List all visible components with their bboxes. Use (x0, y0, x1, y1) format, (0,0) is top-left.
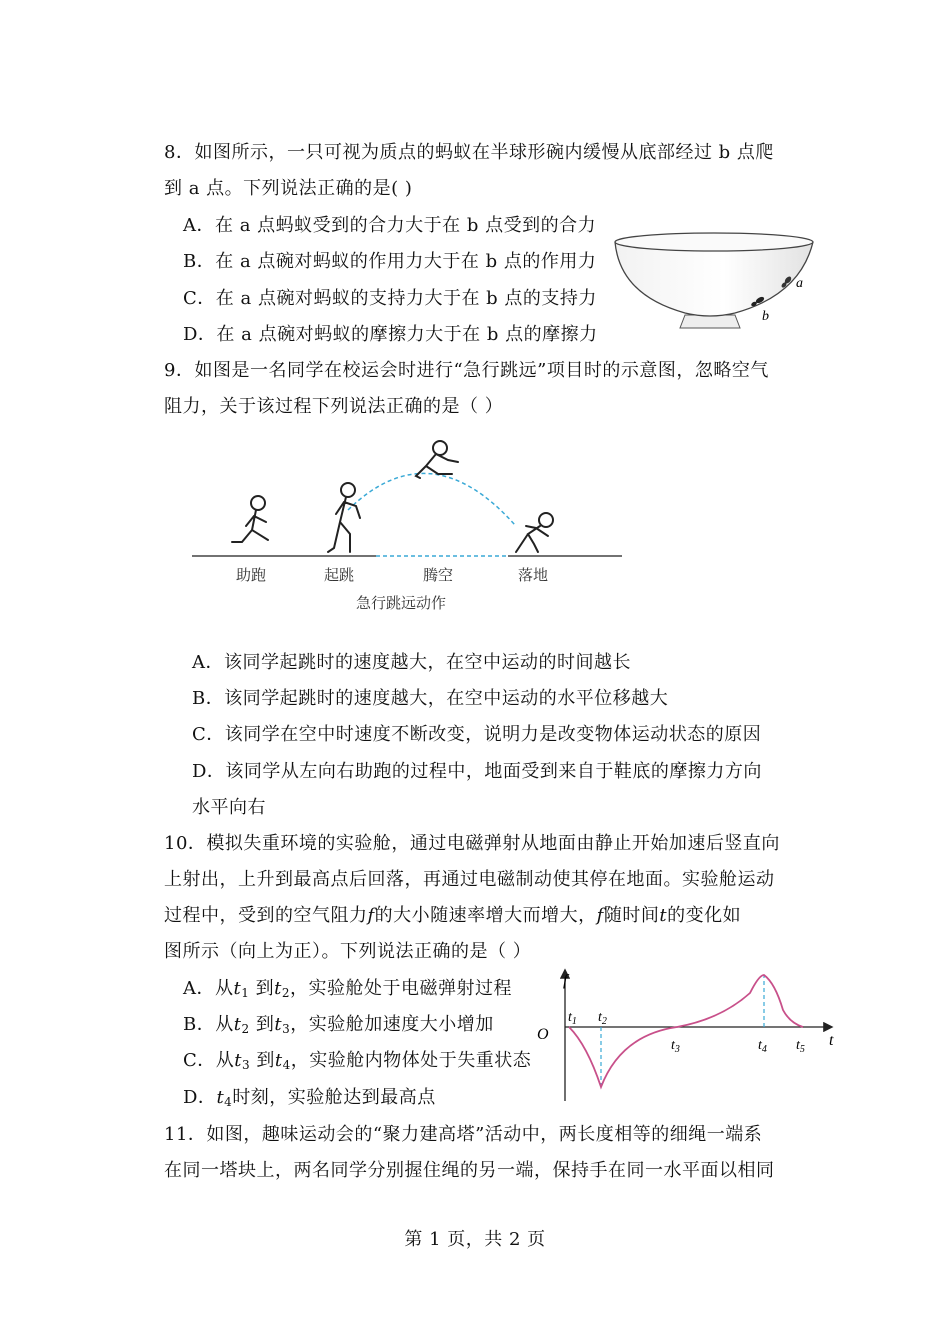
q8-option-b: B．在 a 点碗对蚂蚁的作用力大于在 b 点的作用力 (183, 251, 597, 272)
x-label: t (829, 1032, 834, 1049)
q9-option-d: D．该同学从左向右助跑的过程中，地面受到来自于鞋底的摩擦力方向 (192, 761, 762, 782)
bowl-figure (600, 225, 830, 335)
q10-option-b: B．从$t_2$ 到$t_3$，实验舱加速度大小增加 (183, 1014, 494, 1036)
q8-stem-line2: 到 a 点。下列说法正确的是( ) (164, 178, 413, 199)
bowl-rim (615, 233, 813, 251)
tick-t2: $t_2$ (598, 1010, 607, 1027)
label-a: a (796, 276, 803, 291)
q11-stem-line1: 11．如图，趣味运动会的“聚力建高塔”活动中，两长度相等的细绳一端系 (164, 1124, 763, 1145)
label-b: b (762, 309, 769, 324)
tick-t5: $t_5$ (796, 1038, 805, 1055)
q10-option-d: D．$t_4$时刻，实验舱达到最高点 (183, 1087, 436, 1109)
bowl-base (680, 315, 740, 328)
q10-stem-line1: 10．模拟失重环境的实验舱，通过电磁弹射从地面由静止开始加速后竖直向 (164, 833, 780, 854)
stage-run: 助跑 (236, 566, 267, 584)
tick-t4: $t_4$ (758, 1038, 767, 1055)
q8-stem-line1: 8．如图所示，一只可视为质点的蚂蚁在半球形碗内缓慢从底部经过 b 点爬 (164, 142, 774, 163)
q9-option-d-cont: 水平向右 (192, 797, 266, 818)
figure-takeoff (328, 483, 360, 552)
q10-stem-line3: 过程中，受到的空气阻力f的大小随速率增大而增大，f随时间t的变化如 (164, 905, 742, 926)
q11-stem-line2: 在同一塔块上，两名同学分别握住绳的另一端，保持手在同一水平面以相同 (164, 1160, 775, 1181)
q8-option-d: D．在 a 点碗对蚂蚁的摩擦力大于在 b 点的摩擦力 (183, 324, 598, 345)
f-curve (569, 975, 803, 1087)
figure-caption: 急行跳远动作 (356, 594, 447, 612)
tick-t3: $t_3$ (671, 1038, 680, 1055)
f-t-graph (535, 965, 840, 1105)
jump-trajectory (348, 473, 515, 525)
q9-stem-line2: 阻力，关于该过程下列说法正确的是（ ） (164, 396, 504, 417)
stage-takeoff: 起跳 (324, 566, 355, 584)
page-footer: 第 1 页，共 2 页 (404, 1229, 546, 1250)
origin-label: O (537, 1026, 549, 1043)
q10-stem-line2: 上射出，上升到最高点后回落，再通过电磁制动使其停在地面。实验舱运动 (164, 869, 775, 890)
q9-option-b: B．该同学起跳时的速度越大，在空中运动的水平位移越大 (192, 688, 669, 709)
y-label: f (563, 972, 568, 989)
stage-airborne: 腾空 (423, 566, 454, 584)
bowl-body (615, 242, 813, 316)
figure-landing (516, 513, 553, 552)
q10-stem-line4: 图所示（向上为正）。下列说法正确的是（ ） (164, 941, 532, 962)
q9-stem-line1: 9．如图是一名同学在校运会时进行“急行跳远”项目时的示意图，忽略空气 (164, 360, 769, 381)
q10-option-a: A．从$t_1$ 到$t_2$，实验舱处于电磁弹射过程 (183, 978, 512, 1000)
stage-landing: 落地 (518, 566, 549, 584)
figure-airborne (416, 441, 458, 478)
q8-option-c: C．在 a 点碗对蚂蚁的支持力大于在 b 点的支持力 (183, 288, 597, 309)
figure-run (232, 496, 268, 542)
q9-option-c: C．该同学在空中时速度不断改变，说明力是改变物体运动状态的原因 (192, 724, 762, 745)
long-jump-figure (190, 430, 630, 620)
q10-option-c: C．从$t_3$ 到$t_4$，实验舱内物体处于失重状态 (183, 1050, 532, 1072)
q8-option-a: A．在 a 点蚂蚁受到的合力大于在 b 点受到的合力 (183, 215, 597, 236)
q9-option-a: A．该同学起跳时的速度越大，在空中运动的时间越长 (192, 652, 631, 673)
tick-t1: $t_1$ (568, 1010, 577, 1027)
